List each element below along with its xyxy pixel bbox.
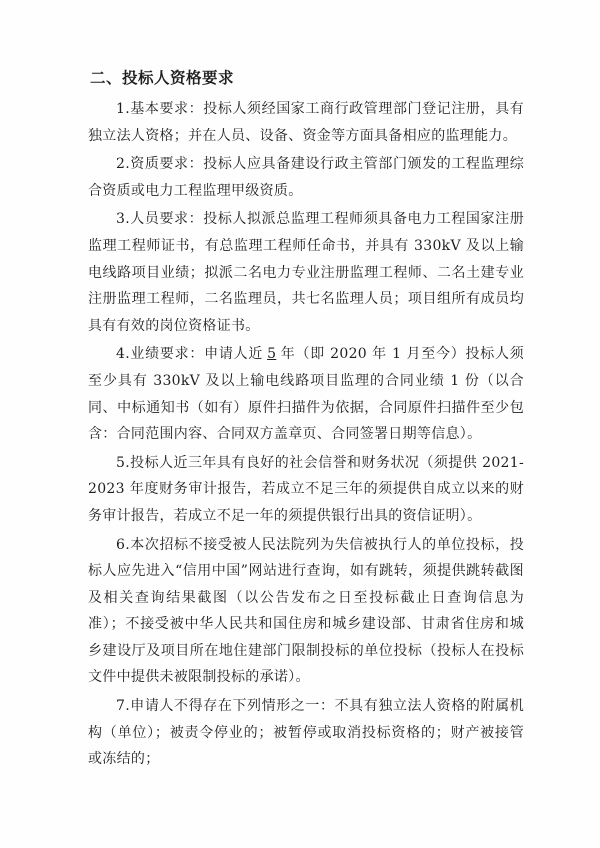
performance-prefix: 4.业绩要求：申请人近 xyxy=(116,346,264,363)
requirement-performance xyxy=(88,341,524,447)
requirement-finance: 5.投标人近三年具有良好的社会信誉和财务状况（须提供 2021-2023 年度财务审计报告，若成立不足三年的须提供自成立以来的财务审计报告，若成立不足一年的须提供银行出具的资信证明）。 xyxy=(88,454,524,524)
requirement-basic: 1.基本要求：投标人须经国家工商行政管理部门登记注册，具有独立法人资格；并在人员、设备、资金等方面具备相应的监理能力。 xyxy=(88,101,524,144)
performance-years: 5 xyxy=(267,346,277,363)
requirement-personnel: 3.人员要求：投标人拟派总监理工程师须具备电力工程国家注册监理工程师证书，有总监理工程师任命书，并具有 330kV 及以上输电线路项目业绩；拟派二名电力专业注册监理工程师、二名土建专业注册监理工程师，二名监理员，共七名监理人员；项目组所有成员均具有有效的岗位资格证书。 xyxy=(88,211,524,334)
requirement-exclusions: 7.申请人不得存在下列情形之一：不具有独立法人资格的附属机构（单位）；被责令停业的；被暂停或取消投标资格的；财产被接管或冻结的； xyxy=(88,698,524,768)
document-body xyxy=(88,66,524,775)
requirement-qualification: 2.资质要求：投标人应具备建设行政主管部门颁发的工程监理综合资质或电力工程监理甲级资质。 xyxy=(88,156,524,199)
requirement-credit: 6.本次招标不接受被人民法院列为失信被执行人的单位投标，投标人应先进入“信用中国”网站进行查询，如有跳转，须提供跳转截图及相关查询结果截图（以公告发布之日至投标截止日查询信息为准）；不接受被中华人民共和国住房和城乡建设部、甘肃省住房和城乡建设厅及项目所在地住建部门限制投标的单位投标（投标人在投标文件中提供未被限制投标的承诺）。 xyxy=(88,536,524,686)
section-title: 二、投标人资格要求 xyxy=(90,69,235,87)
performance-suffix: 年（即 2020 年 1 月至今）投标人须至少具有 330kV 及以上输电线路项目监理的合同业绩 1 份（以合同、中标通知书（如有）原件扫描件为依据，合同原件扫描件至少包含：合同范围内容、合同双方盖章页、合同签署日期等信息）。 xyxy=(88,346,524,443)
